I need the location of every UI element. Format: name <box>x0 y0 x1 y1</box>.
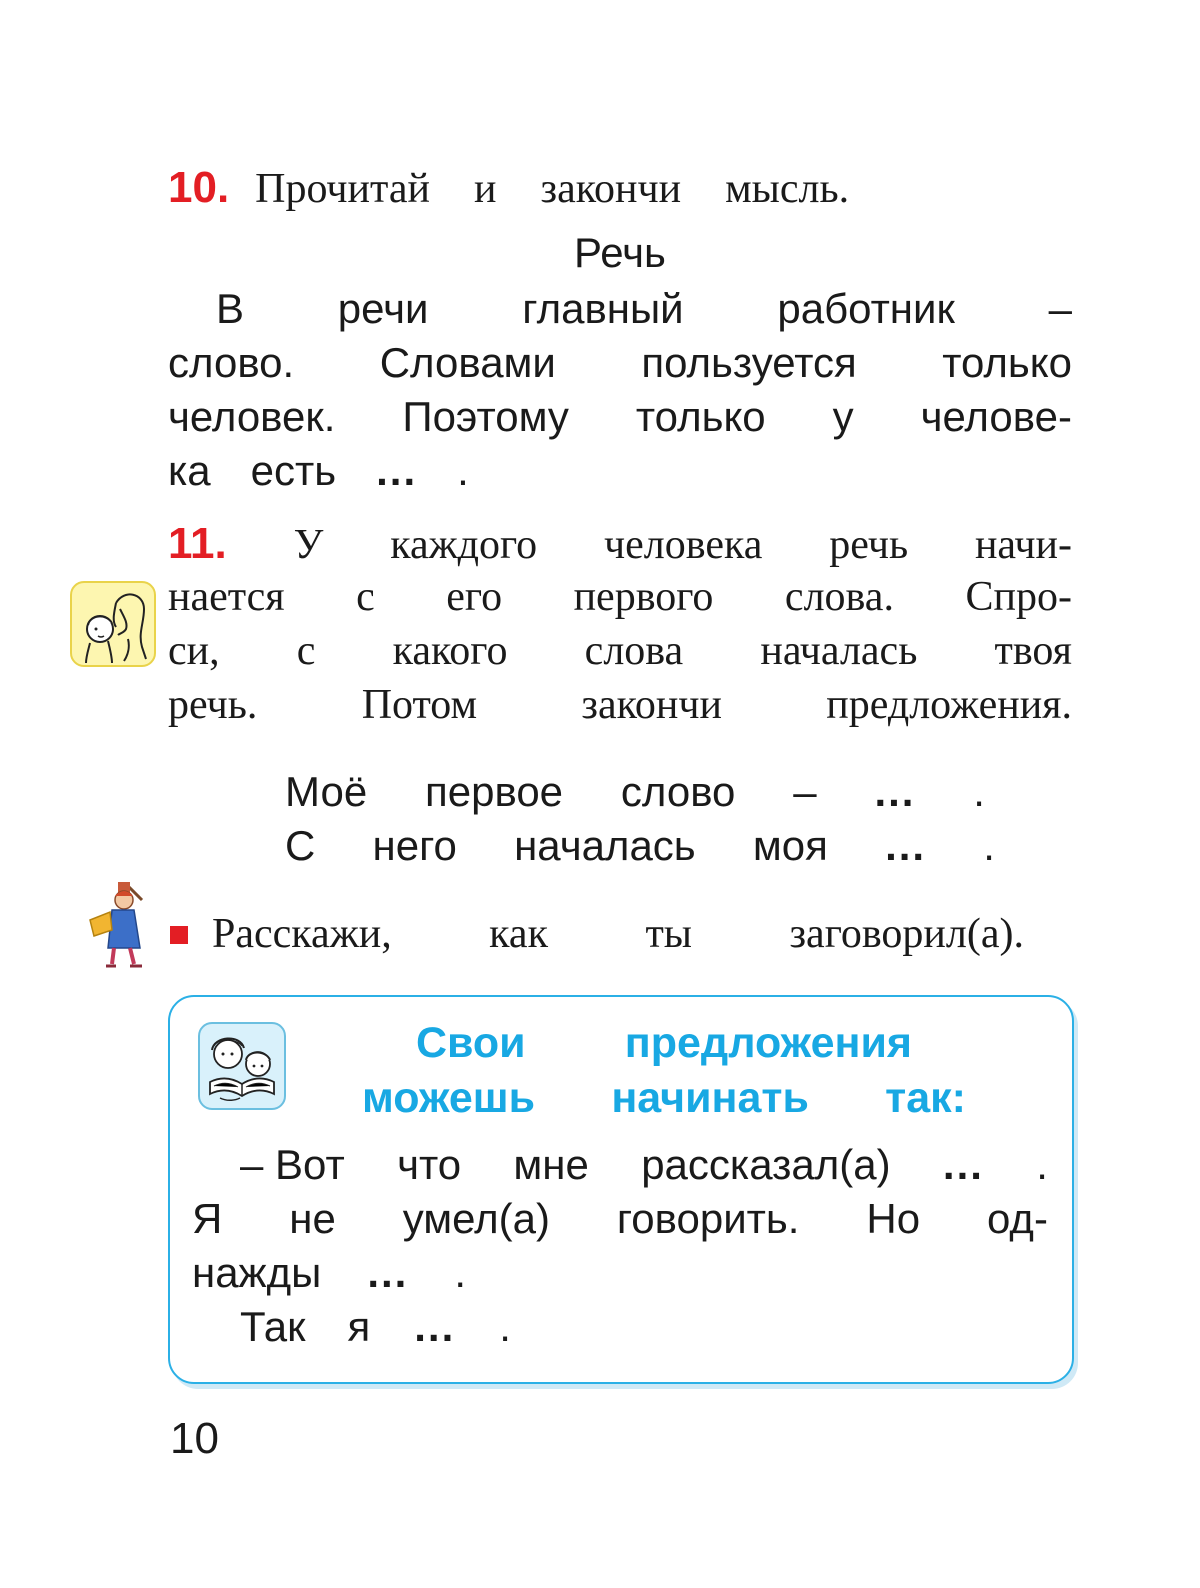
word: . <box>457 447 469 494</box>
word: только <box>635 393 766 440</box>
word: нажды <box>192 1249 322 1296</box>
word: умел(а) <box>402 1195 550 1242</box>
word: Поэтому <box>402 393 569 440</box>
word: предложения. <box>826 682 1072 728</box>
word: человек. <box>168 393 336 440</box>
blank-dots: ... <box>942 1141 984 1188</box>
children-reading-icon <box>198 1022 286 1110</box>
blank-dots: ... <box>376 447 418 494</box>
word: что <box>397 1141 462 1188</box>
word: Я <box>192 1195 223 1242</box>
exercise-number: 10. <box>168 163 230 212</box>
exercise-number: 11. <box>168 519 227 568</box>
word: речь <box>829 522 909 568</box>
instruction-word: мысль. <box>725 166 850 212</box>
ex10-text <box>168 282 1072 498</box>
word: Словами <box>379 339 556 386</box>
word: главный <box>522 285 684 332</box>
word: твоя <box>994 628 1072 674</box>
heading-word: так: <box>885 1074 966 1122</box>
text-title: Речь <box>574 229 666 276</box>
ex11-text <box>168 570 1072 732</box>
word: У <box>293 522 324 568</box>
word: мне <box>513 1141 589 1188</box>
word: с <box>356 574 375 620</box>
instruction-word: и <box>474 166 497 212</box>
word: слово. <box>168 339 295 386</box>
word: моя <box>752 822 828 869</box>
text-line <box>168 282 1072 336</box>
word: не <box>289 1195 336 1242</box>
word: слова <box>584 628 684 674</box>
word: началась <box>514 822 696 869</box>
word: с <box>296 628 316 674</box>
word: – <box>793 768 817 815</box>
storyteller-girl-icon <box>84 880 156 968</box>
ex10-instruction <box>168 160 998 217</box>
text-line <box>192 1246 1048 1300</box>
word: Но <box>866 1195 921 1242</box>
word: него <box>372 822 457 869</box>
word: как <box>489 911 548 957</box>
hint-heading-line2 <box>362 1070 966 1126</box>
instruction-word: закончи <box>540 166 682 212</box>
blank-dots: ... <box>885 822 927 869</box>
word: – Вот <box>240 1141 345 1188</box>
word: Спро- <box>965 574 1072 620</box>
word: его <box>446 574 503 620</box>
word: слово <box>620 768 736 815</box>
word: я <box>347 1303 371 1350</box>
instruction-word: Прочитай <box>255 166 431 212</box>
heading-word: предложения <box>624 1019 912 1067</box>
word: си, <box>168 628 220 674</box>
sentence-line <box>285 819 995 873</box>
word: Расскажи, <box>212 911 392 957</box>
word: . <box>983 822 995 869</box>
word: ты <box>645 911 693 957</box>
word: первого <box>573 574 714 620</box>
text-line <box>168 444 1072 498</box>
word: . <box>454 1249 467 1296</box>
heading-word: можешь <box>362 1074 536 1122</box>
word: челове- <box>920 393 1072 440</box>
word: работник <box>777 285 955 332</box>
word: какого <box>392 628 508 674</box>
word: у <box>832 393 854 440</box>
word: речи <box>337 285 429 332</box>
word: . <box>499 1303 511 1350</box>
word: . <box>1036 1141 1048 1188</box>
word: первое <box>425 768 564 815</box>
word: В <box>216 285 245 332</box>
word: начи- <box>974 522 1072 568</box>
word: человека <box>604 522 763 568</box>
word: есть <box>250 447 337 494</box>
word: С <box>285 822 316 869</box>
word: закончи <box>581 682 722 728</box>
word: каждого <box>390 522 538 568</box>
mother-and-child-icon <box>70 581 156 667</box>
word: Моё <box>285 768 368 815</box>
word: только <box>942 339 1072 386</box>
word: говорить. <box>616 1195 800 1242</box>
word: слова. <box>784 574 894 620</box>
hint-heading-line1 <box>416 1015 912 1071</box>
bullet-marker <box>170 926 188 944</box>
text-line <box>168 678 1072 732</box>
word: од- <box>987 1195 1048 1242</box>
hint-text <box>192 1138 1048 1354</box>
text-line <box>192 1192 1048 1246</box>
word: Так <box>240 1303 306 1350</box>
text-line <box>168 624 1072 678</box>
text-line <box>168 570 1072 624</box>
sentences-to-complete <box>285 765 995 873</box>
word: Потом <box>361 682 478 728</box>
word: заговорил(а). <box>789 911 1024 957</box>
word: нается <box>168 574 285 620</box>
ex11-line1 <box>168 516 1072 573</box>
word: началась <box>760 628 918 674</box>
word: рассказал(а) <box>641 1141 891 1188</box>
text-line <box>192 1138 1048 1192</box>
heading-word: Свои <box>416 1019 526 1067</box>
blank-dots: ... <box>367 1249 409 1296</box>
word: речь. <box>168 682 258 728</box>
ex11-task <box>212 906 1024 962</box>
blank-dots: ... <box>414 1303 456 1350</box>
word: пользуется <box>641 339 857 386</box>
word: . <box>973 768 985 815</box>
sentence-line <box>285 765 985 819</box>
heading-word: начинать <box>611 1074 809 1122</box>
blank-dots: ... <box>874 768 916 815</box>
text-line <box>168 336 1072 390</box>
word: – <box>1048 285 1072 332</box>
text-line <box>168 390 1072 444</box>
page-number: 10 <box>170 1414 219 1463</box>
text-line <box>192 1300 1048 1354</box>
word: ка <box>168 447 211 494</box>
